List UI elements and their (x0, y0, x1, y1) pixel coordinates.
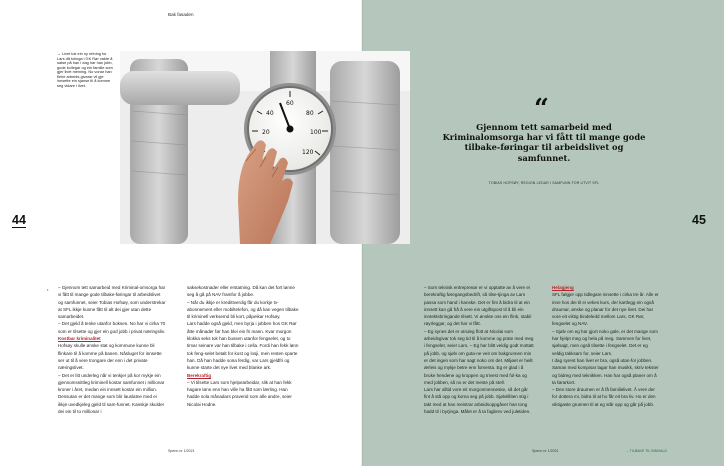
svg-text:120: 120 (302, 149, 314, 156)
column-marker-icon: • (47, 287, 49, 292)
photo-illustration (120, 51, 410, 244)
text-column-2 (187, 284, 299, 408)
back-to-contents-link[interactable]: → TILBAKE TIL INNHALD (625, 449, 668, 453)
paragraph: I dag syrest han livet er bra, også utan-for jobben. Saman med kompisar lagar han musikk, skriv tekster og bidreg med teknikken. Han har også planer om å ta førarkort. (552, 357, 659, 385)
quote-attribution: TOBIAS HOFSØY, REGION LEDAR I SAMFUNN FOR UTVIT SFL (488, 181, 600, 185)
paragraph: – Sjølv om eg har gjort noko gale, er det mange som har hjelpt meg og hela på meg. Sammen for livet, sjølsagt, men også tilsette i fengselet. Det er eg veldig takksam for, seier Lars. (552, 328, 658, 356)
svg-text:60: 60 (286, 100, 294, 107)
svg-text:40: 40 (266, 110, 274, 117)
right-page (362, 0, 724, 466)
text-column-4 (552, 284, 660, 408)
subheading: Helagjeng (552, 285, 574, 290)
page-number-left: 44 (12, 213, 26, 227)
paragraph: – Det er litt underleg når vi tenkjer på kor mykje ein gjennomsnittleg kriminell kostar samfunnet i millionar kroner i året, medan ein innsett kostar ein million. Dessutan er det mange som blir lauslatne med ei ikkje uvedkjeleg gjeld til sam-funnet. Kanskje skulder dei ein til to millionar i (58, 372, 165, 415)
insulated-pipe-right (330, 61, 400, 244)
subheading: Kostbar kriminalitet (58, 336, 101, 342)
footer-issue-right: Spenn nr 1/2021 (532, 449, 559, 453)
svg-text:80: 80 (306, 110, 314, 117)
paragraph: Hofsøy skulle ønske stat og kommune kunne bli flinkare til å komme på banen. Nåsluget for innsette ser ut til å vere trongare der enn i det private næringslivet. (58, 343, 162, 371)
paragraph: – Eg synes det er utruleg flott at Nicolai som arbeidsgivar tok seg tid til å komme og prate med meg i fengselet, seier Lars. – Eg har blitt veldig godt mottatt på jobb, og sjølv om guta-ne veit om bakgrunnen min er det ingen som har sagt noko om det. Miljøet er heilt ærleis og mykje betre enn forventa. Eg er glad i å bruke hendene og kroppen og trivest med fol-ka og med jobben, så no er det meste på stell. (424, 328, 534, 385)
pull-quote: Gjennom tett samarbeid med Kriminalomsorga har vi fått til mange gode tilbake-føringar til arbeidslivet og samfunnet. (442, 122, 646, 163)
text-column-1 (58, 284, 166, 415)
footer-issue-left: Spenn nr 1/2021 (168, 449, 195, 453)
svg-text:100: 100 (310, 129, 322, 136)
paragraph: Lars hadde også gjeld, men byrja i jobben hos GK Rør åtte månader før han blei ein fri mann. Kvar morgon klokka seks tok han bussen utanfor fengselet, og to timar seinare var han tilbake i cella. Fordi han fekk lønn tok feng-selet betalt for kost og losji, men resten sparte han. Då han hadde sona ferdig, var Lars gjeldfri og kunne starte det nye livet med blanke ark. (187, 321, 299, 371)
page-number-right: 45 (692, 213, 706, 227)
section-label: Bak fasaden (168, 12, 194, 17)
paragraph: Lars har alltid vore eit morgonmenneske, så det går fint å stå opp og koma seg på jobb. Sjølvtilliten stig i takt med at han meistrar arbeidsoppgåver han tong hadd til i byrjinga. Målet er å ta fagbrev ved juletiden. (424, 387, 531, 415)
pressure-gauge-photo (120, 51, 410, 244)
paragraph: – Når du ikkje er kredittverdig får du korkje tv-abonnement eller mobiltelefon, og då kan vegen tilbake til kriminell verksemd bli kort, påpeikar Hofsøy. (187, 299, 299, 320)
paragraph: – Det gjeld å tenke utanfor boksen. No har vi cirka 70 som er tilsette og gjer ein god jobb i privat næringsliv. (58, 321, 166, 334)
insulated-pipe-top (120, 71, 240, 105)
paragraph: saksekostnader eller erstatning. Då kan det fort lønne seg å gå på NAV framfor å jobbe. (187, 285, 295, 298)
quote-mark-icon: “ (534, 94, 549, 124)
photo-caption: → Livet tok ein ny retning for Lars då tolinga i GK Rør vakte å satse på han i dag har han jobb, gode kollegar og ein familie som gjer livet meining. No vonar han fleire arbeids-givarar vil gje innsette ein sjanse til å komme seg vidare i livet. (57, 51, 113, 88)
text-column-3 (424, 284, 534, 415)
subheading: Berekraftig (187, 372, 212, 378)
paragraph: – Vi tilsette Lars som hjelpearbeidar, slik at han fekk hagare lønn enn han ville ha fått som lærling. Han hadde sola månadars praverid som alle andre, seier Nicolai Hodne. (187, 379, 292, 407)
paragraph: SFL følgjer opp tidlegare innsette i cirka tre år. Alle er inne hos dei til ei vekes kurs, der kartlegg ein også draumar, ønske og planar for det nye livet. Dei har vore eit viktig bindeledd mellom Lars, GK Rør, fengselet og NAV. (552, 292, 659, 327)
paragraph: – Gjennom tett samarbeid med Kriminal-omsorga har vi fått til mange gode tilbake-føringar til arbeidslivet og samfunnet, seier Tobias Hofsøy, som understrekar at SFL ikkje kunne fått til alt dei gjer utan dette samarbeidet. (58, 285, 166, 320)
paragraph: – Som teknisk entreprenør er vi opptatte av å vere ei berekraftig føregangsbedrift, så tilse-tjinga av Lars passa som hand i hanske. Det er fint å bidra til at ein innsett kan gå frå å vere ein utgiftspost til å bli ein inntektsbringande tilsett. Vi ønskte oss ein flink, stabil røyrleggar, og det har vi fått. (424, 285, 532, 327)
paragraph: – Den store draumen er å få familielivet. Å vere der for dottera mi, bidra til at ho får eit bra liv. Ho er den viktigaste grunnen til at eg står opp og går på jobb. (552, 387, 656, 407)
svg-text:20: 20 (262, 129, 270, 136)
